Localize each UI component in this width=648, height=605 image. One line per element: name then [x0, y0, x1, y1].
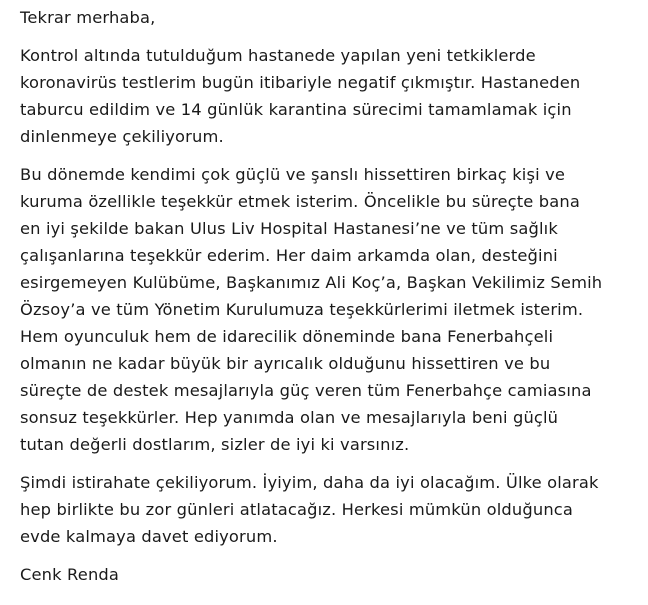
paragraph-line: Özsoy’a ve tüm Yönetim Kurulumuza teşekkürlerimi iletmek isterim.: [20, 300, 584, 319]
signature-name: Cenk Renda: [20, 565, 120, 584]
paragraph-line: koronavirüs testlerim bugün itibariyle negatif çıkmıştır. Hastaneden: [20, 73, 581, 92]
paragraph-line: olmanın ne kadar büyük bir ayrıcalık olduğunu hissettiren ve bu: [20, 354, 551, 373]
paragraph-line: Kontrol altında tutulduğum hastanede yapılan yeni tetkiklerde: [20, 46, 536, 65]
paragraph-line: esirgemeyen Kulübüme, Başkanımız Ali Koç’a, Başkan Vekilimiz Semih: [20, 273, 603, 292]
paragraph-3: [20, 469, 640, 550]
paragraph-line: dinlenmeye çekiliyorum.: [20, 127, 224, 146]
paragraph-line: taburcu edildim ve 14 günlük karantina sürecimi tamamlamak için: [20, 100, 572, 119]
paragraph-line: Şimdi istirahate çekiliyorum. İyiyim, daha da iyi olacağım. Ülke olarak: [20, 473, 599, 492]
paragraph-line: evde kalmaya davet ediyorum.: [20, 527, 278, 546]
paragraph-line: Hem oyunculuk hem de idarecilik döneminde bana Fenerbahçeli: [20, 327, 554, 346]
paragraph-2: [20, 161, 640, 458]
greeting-line: Tekrar merhaba,: [20, 8, 156, 27]
paragraph-line: süreçte de destek mesajlarıyla güç veren tüm Fenerbahçe camiasına: [20, 381, 592, 400]
letter-body: [20, 4, 640, 588]
paragraph-line: Bu dönemde kendimi çok güçlü ve şanslı hissettiren birkaç kişi ve: [20, 165, 566, 184]
signature: [20, 561, 640, 588]
paragraph-line: sonsuz teşekkürler. Hep yanımda olan ve mesajlarıyla beni güçlü: [20, 408, 559, 427]
paragraph-line: hep birlikte bu zor günleri atlatacağız. Herkesi mümkün olduğunca: [20, 500, 574, 519]
paragraph-line: en iyi şekilde bakan Ulus Liv Hospital Hastanesi’ne ve tüm sağlık: [20, 219, 558, 238]
paragraph-1: [20, 42, 640, 150]
paragraph-line: çalışanlarına teşekkür ederim. Her daim arkamda olan, desteğini: [20, 246, 558, 265]
greeting: [20, 4, 640, 31]
paragraph-line: tutan değerli dostlarım, sizler de iyi ki varsınız.: [20, 435, 410, 454]
paragraph-line: kuruma özellikle teşekkür etmek isterim. Öncelikle bu süreçte bana: [20, 192, 580, 211]
